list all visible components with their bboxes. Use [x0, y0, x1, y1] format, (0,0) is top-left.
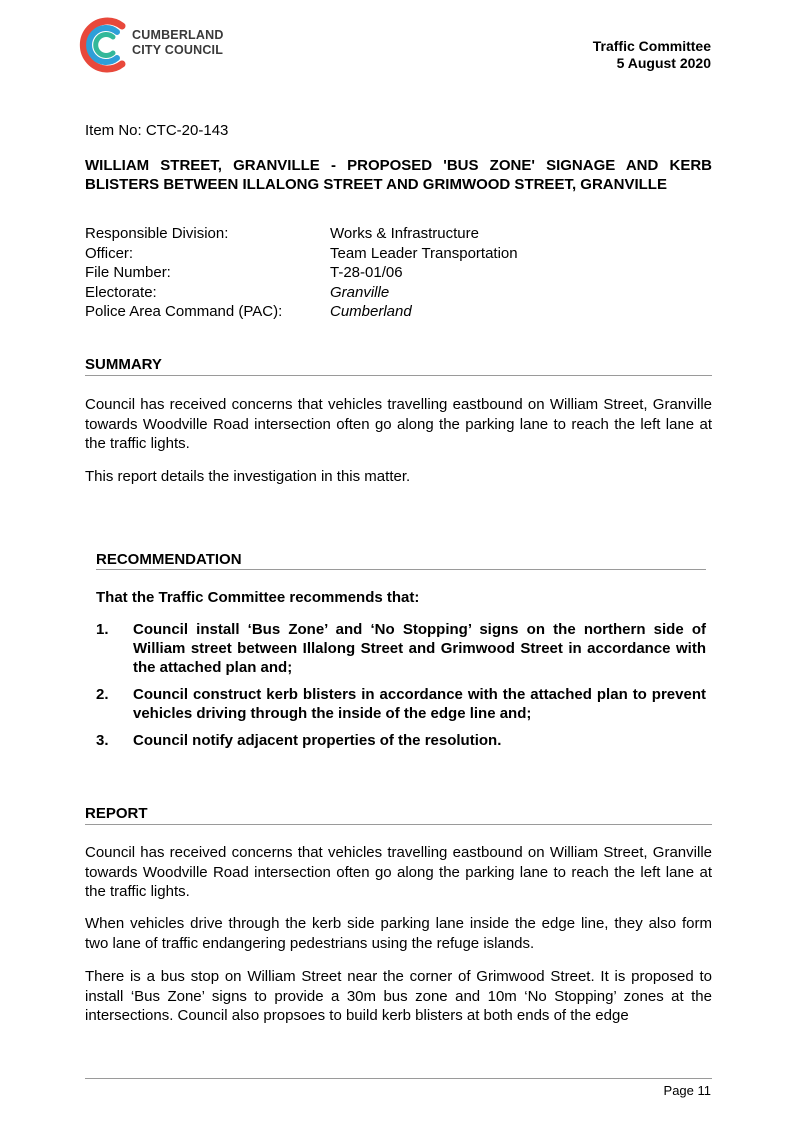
meeting-date: 5 August 2020	[616, 55, 711, 71]
recommendation-heading: RECOMMENDATION	[96, 551, 242, 568]
meta-value: T-28-01/06	[330, 264, 403, 281]
report-paragraph: When vehicles drive through the kerb side parking lane inside the edge line, they also form two lane of traffic endangering pedestrians using the refuge islands.	[85, 915, 712, 952]
recommendation-intro: That the Traffic Committee recommends that:	[96, 589, 420, 606]
council-name-line2: CITY COUNCIL	[132, 43, 224, 57]
meta-value: Cumberland	[330, 303, 412, 320]
report-heading: REPORT	[85, 805, 148, 822]
council-logo-icon	[76, 14, 130, 76]
item-text: Council notify adjacent properties of the resolution.	[133, 732, 502, 749]
summary-paragraph: This report details the investigation in this matter.	[85, 468, 411, 485]
report-rule	[85, 824, 712, 825]
page-number: Page 11	[663, 1083, 711, 1098]
meta-row	[85, 283, 518, 303]
meta-key: Police Area Command (PAC):	[85, 303, 283, 320]
meta-key: File Number:	[85, 264, 171, 281]
item-number-label: 3.	[96, 732, 109, 749]
report-paragraph: Council has received concerns that vehicles travelling eastbound on William Street, Granville towards Woodville Road intersection often go along the parking lane to reach the left lane at the traffic lights.	[85, 844, 712, 900]
meta-key: Electorate:	[85, 283, 157, 301]
council-name	[132, 28, 224, 58]
item-number-label: 1.	[96, 621, 109, 638]
meta-value: Team Leader Transportation	[330, 244, 518, 262]
summary-paragraph: Council has received concerns that vehicles travelling eastbound on William Street, Granville towards Woodville Road intersection often go along the parking lane to reach the left lane at the traffic lights.	[85, 396, 712, 452]
item-number: Item No: CTC-20-143	[85, 122, 229, 139]
council-name-line1: CUMBERLAND	[132, 28, 224, 42]
meta-key: Officer:	[85, 244, 134, 262]
item-number-label: 2.	[96, 686, 109, 703]
meta-key: Responsible Division:	[85, 225, 229, 242]
item-text: Council construct kerb blisters in accordance with the attached plan to prevent vehicles driving through the inside of the edge line and;	[133, 686, 706, 722]
meta-value: Granville	[330, 283, 390, 301]
item-text: Council install ‘Bus Zone’ and ‘No Stopping’ signs on the northern side of William street between Illalong Street and Grimwood Street in accordance with the attached plan and;	[133, 621, 706, 676]
report-metadata	[85, 224, 518, 322]
meta-row	[85, 263, 518, 283]
recommendation-item	[96, 685, 706, 723]
header-meta	[593, 38, 711, 72]
recommendation-item	[96, 731, 706, 750]
recommendation-list	[96, 620, 706, 758]
recommendation-rule	[96, 569, 706, 570]
recommendation-item	[96, 620, 706, 677]
meta-row	[85, 224, 518, 244]
committee-name: Traffic Committee	[592, 38, 711, 54]
summary-rule	[85, 375, 712, 376]
footer-rule	[85, 1078, 712, 1079]
report-paragraph: There is a bus stop on William Street near the corner of Grimwood Street. It is proposed to install ‘Bus Zone’ signs to provide a 30m bus zone and 10m ‘No Stopping’ zones at the intersections. Council also propsoes to build kerb blisters at both ends of the edge	[85, 968, 712, 1024]
meta-row	[85, 244, 518, 264]
meta-row	[85, 302, 518, 322]
meta-value: Works & Infrastructure	[330, 225, 479, 242]
summary-heading: SUMMARY	[85, 356, 162, 373]
report-title: WILLIAM STREET, GRANVILLE - PROPOSED 'BUS ZONE' SIGNAGE AND KERB BLISTERS BETWEEN ILLALONG STREET AND GRIMWOOD STREET, GRANVILLE	[85, 157, 712, 193]
